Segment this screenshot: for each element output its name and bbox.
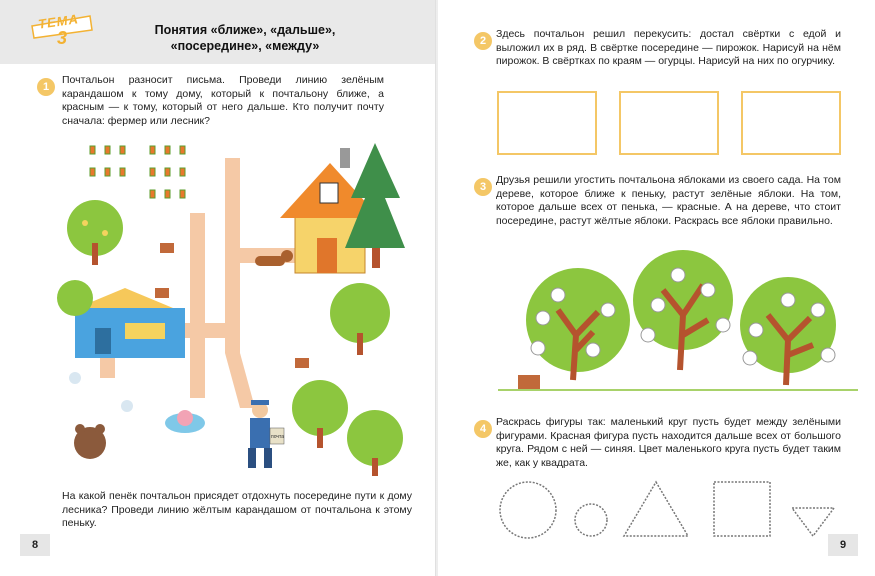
bear-illustration: [74, 424, 106, 459]
stump-2: [295, 358, 309, 368]
tree-far: [740, 277, 836, 385]
triangle-shape: [624, 482, 688, 536]
apple-trees-illustration: [498, 240, 858, 400]
page-number-left: 8: [20, 534, 50, 556]
apple-tree-right-2: [292, 380, 348, 448]
apple-tree-right-3: [347, 410, 403, 476]
task-4-text: Раскрась фигуры так: маленький круг пусть будет между зелёными фигурами. Красная фигура пусть находится дальше всех от большого круга. Рядом с ней — синяя. Цвет маленького круга пусть будет таким же, как у квадрата.: [496, 416, 841, 469]
inverted-triangle-shape: [792, 508, 834, 536]
map-illustration: [55, 138, 415, 478]
big-circle-shape: [500, 482, 556, 538]
lesson-title-line1: Понятия «ближе», «дальше»,: [154, 23, 336, 37]
wrapper-middle: [620, 92, 718, 154]
bird-2: [121, 400, 133, 412]
path-network: [100, 158, 325, 408]
bottom-question-text: На какой пенёк почтальон присядет отдохнуть посередине пути к дому лесника? Проведи линию жёлтым карандашом от почтальона к этому пеньку.: [62, 490, 412, 529]
task-3-number: 3: [474, 178, 492, 196]
shapes-row: [496, 478, 841, 542]
stump: [518, 375, 540, 389]
square-shape: [714, 482, 770, 536]
wrapper-left: [498, 92, 596, 154]
topic-word: ТЕМА: [37, 11, 80, 32]
page-number-right: 9: [828, 534, 858, 556]
stump-3: [155, 288, 169, 298]
task-1-text: Почтальон разносит письма. Проведи линию зелёным карандашом к тому дому, который к почтальону ближе, а красным — к тому, который от него дальше. Кто получит почту сначала: фермер или лесник?: [62, 74, 384, 127]
stump-1: [160, 243, 174, 253]
task-3-text: Друзья решили угостить почтальона яблоками из своего сада. На том дереве, которое ближе к пеньку, растут зелёные яблоки. На том, которое дальше всех от пенька, — красные. А на дереве, что стоит посередине, растут жёлтые яблоки. Раскрась все яблоки правильно.: [496, 174, 841, 227]
lesson-title: [110, 22, 380, 54]
wrappers-row: [496, 90, 841, 158]
pig-illustration: [165, 410, 205, 433]
lesson-title-line2: «посередине», «между»: [170, 39, 320, 53]
small-circle-shape: [575, 504, 607, 536]
task-2-text: Здесь почтальон решил перекусить: достал свёртки с едой и выложил их в ряд. В свёртке посередине — пирожок. Нарисуй на нём пирожок. В свёртках по краям — огурцы. Нарисуй на них по огурчику.: [496, 28, 841, 67]
topic-number: 3: [57, 28, 68, 48]
task-4-number: 4: [474, 420, 492, 438]
apple-tree-right-1: [330, 283, 390, 355]
mailbag-label: почта: [271, 434, 284, 440]
tree-middle: [633, 250, 733, 370]
wrapper-right: [742, 92, 840, 154]
task-1-number: 1: [37, 78, 55, 96]
carrot-rows: [90, 146, 185, 198]
bird-1: [69, 372, 81, 384]
task-2-number: 2: [474, 32, 492, 50]
right-page: [438, 0, 875, 576]
left-page: [0, 0, 436, 576]
apple-tree-top-left: [67, 200, 123, 265]
tree-near-stump: [526, 268, 630, 380]
